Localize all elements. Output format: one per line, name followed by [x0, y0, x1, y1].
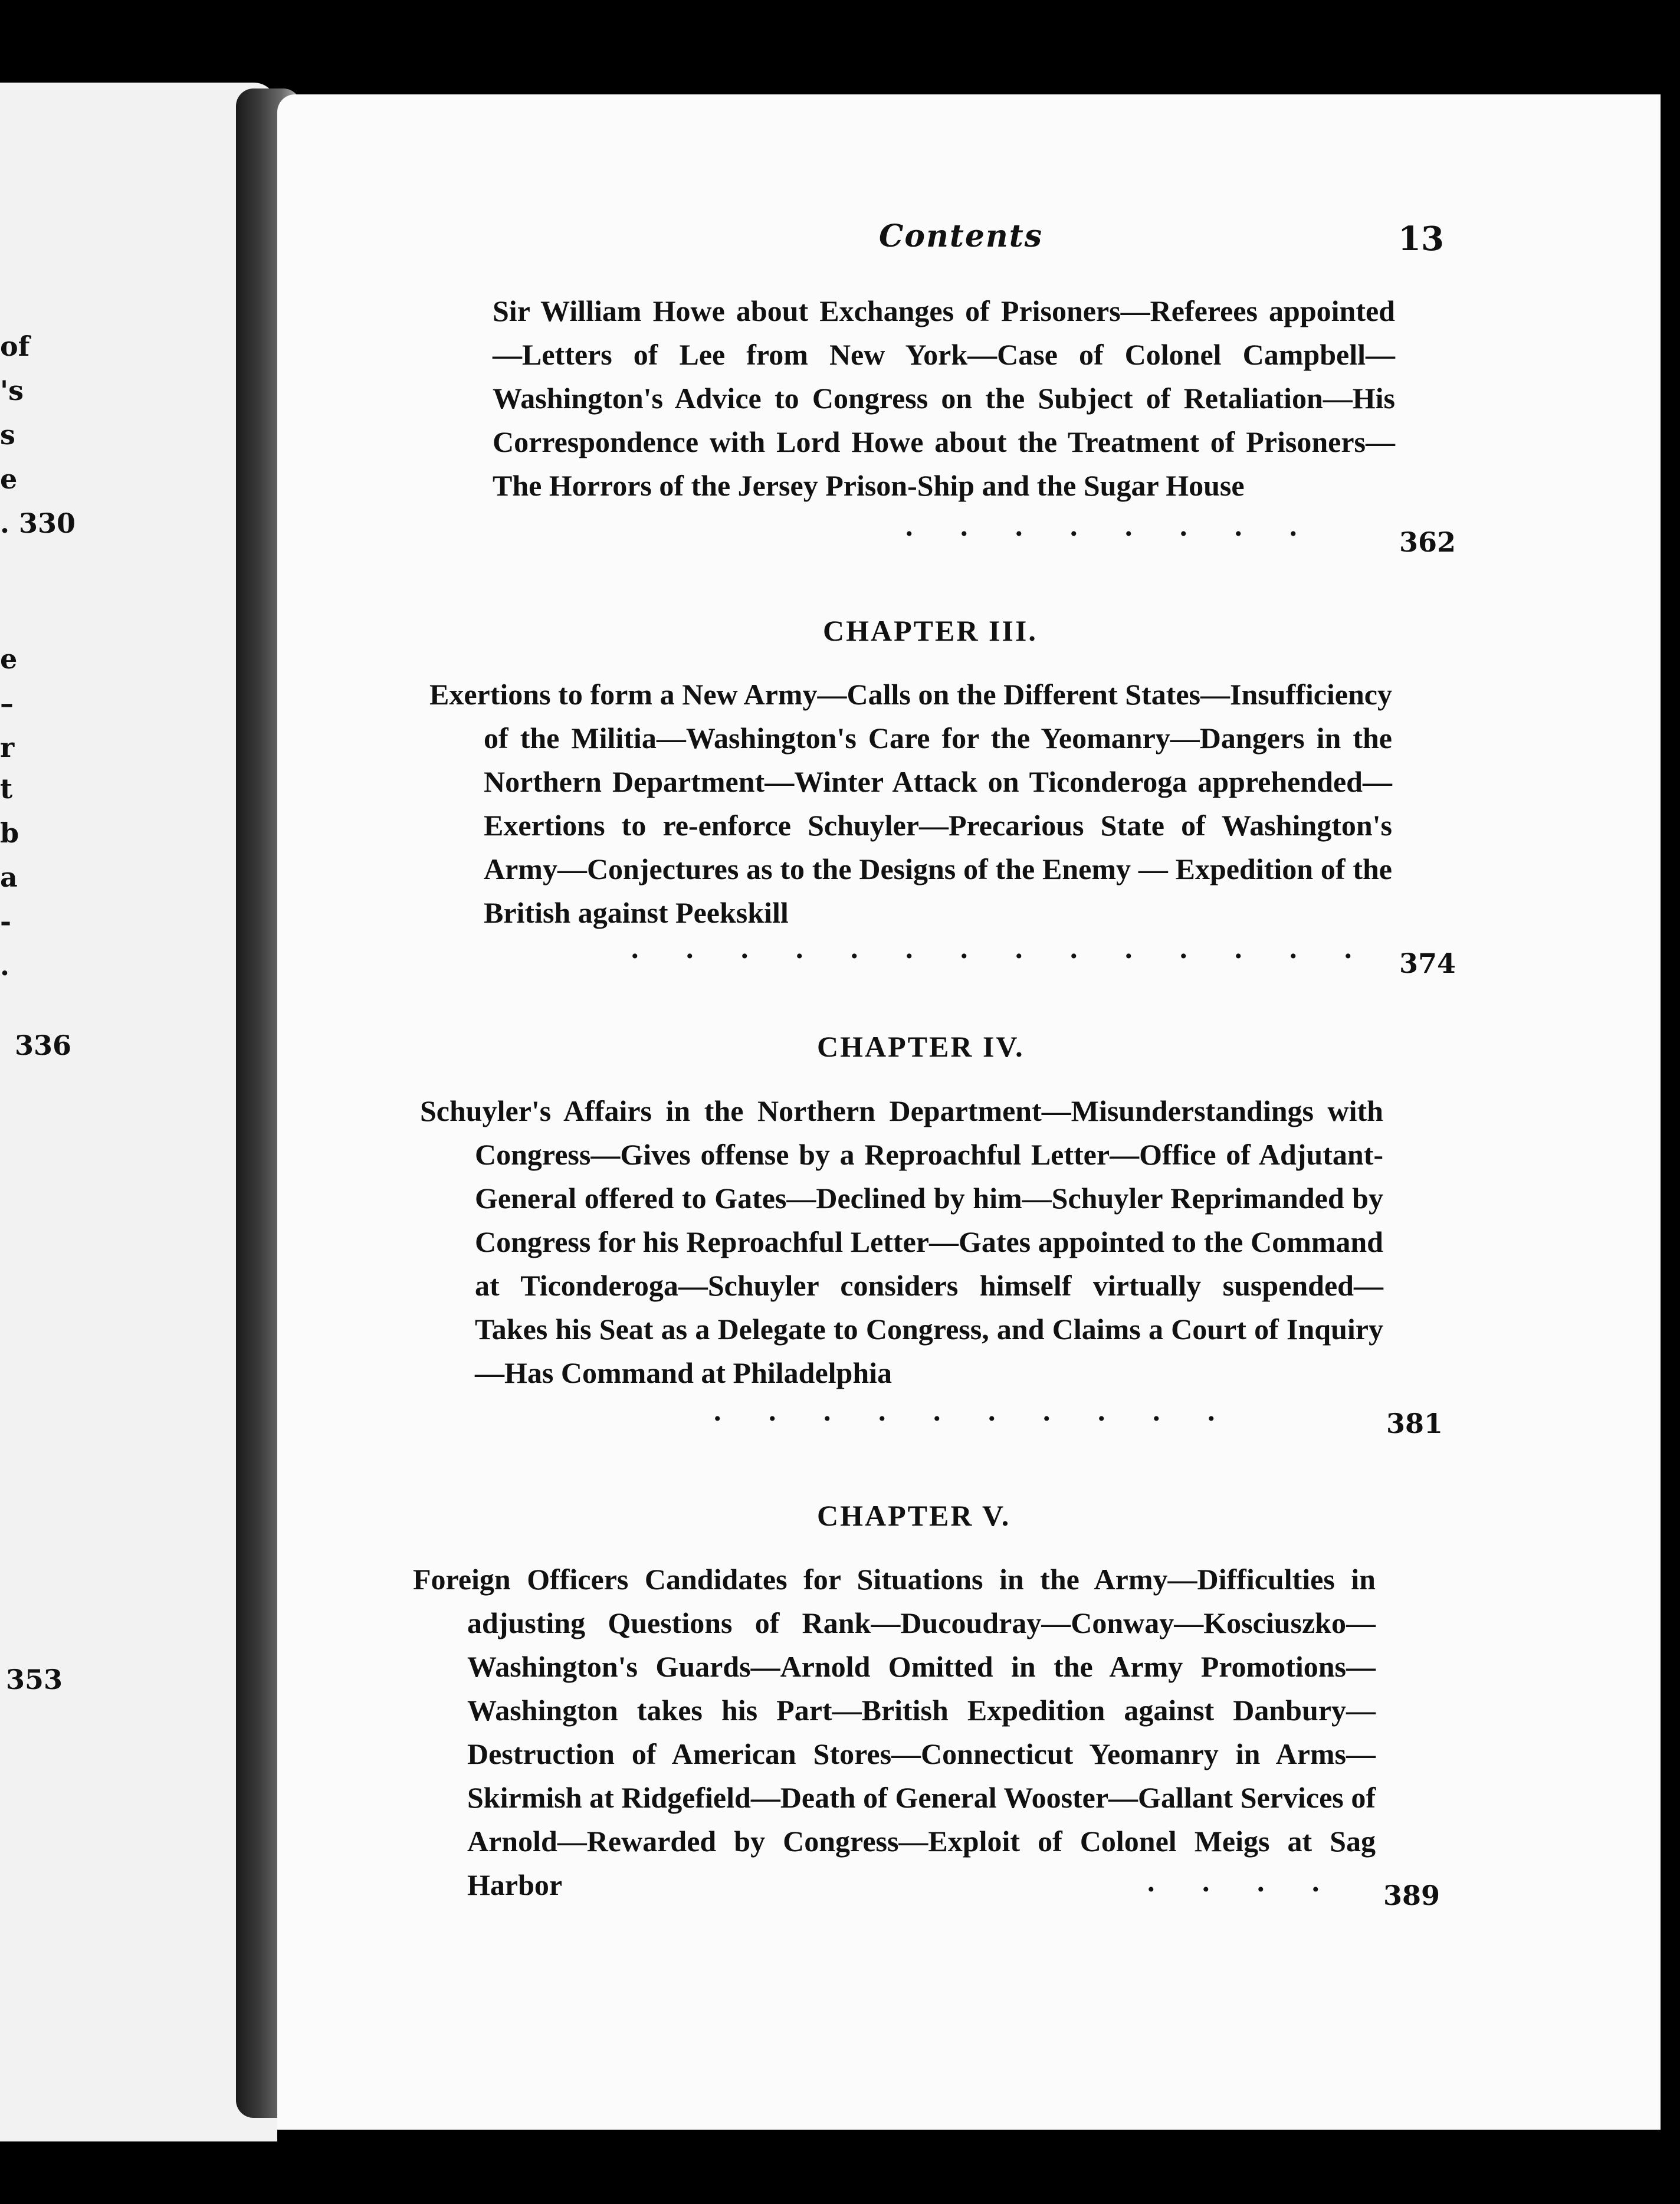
toc-page-number: 374: [1399, 947, 1456, 979]
dot-leaders: . . . . . . . . . . . . . .: [631, 932, 1372, 965]
left-page-fragment: t: [0, 773, 13, 805]
toc-page-number: 389: [1383, 1880, 1441, 1911]
toc-page-number: 381: [1386, 1408, 1443, 1439]
chapter-heading: CHAPTER IV.: [817, 1030, 1025, 1063]
toc-entry-text: Exertions to form a New Army—Calls on the Different States—Insufficiency of the Militia—Washington's Care for the Yeomanry—Dangers in the Northern Department—Winter Attack on Ticonderoga apprehended—Exertions to re-enforce Schuyler—Precarious State of Washington's Army—Conjectures as to the Designs of the Enemy — Expedition of the British against Peekskill: [429, 678, 1392, 929]
left-page-fragment: of: [0, 330, 30, 362]
chapter-heading: CHAPTER V.: [817, 1499, 1011, 1532]
left-page-fragment: e: [0, 643, 18, 675]
dot-leaders: . . . .: [1147, 1865, 1340, 1898]
toc-page-number: 362: [1399, 526, 1456, 558]
left-page-fragment: e: [0, 463, 18, 495]
left-page-fragment: 's: [0, 375, 24, 406]
toc-entry: [413, 1557, 1376, 1907]
left-page-fragment: . 330: [0, 507, 76, 539]
left-page-fragment: r: [0, 732, 15, 763]
dot-leaders: . . . . . . . . . .: [714, 1394, 1235, 1427]
toc-entry: [420, 1089, 1383, 1395]
left-page-fragment: s: [0, 419, 15, 451]
page-number: 13: [1398, 219, 1444, 258]
left-page-fragment: -: [0, 906, 12, 937]
left-page-number: 353: [6, 1664, 63, 1695]
dot-leaders: . . . . . . . .: [905, 509, 1317, 542]
left-page-fragment: .: [0, 950, 10, 982]
toc-entry-text: Foreign Officers Candidates for Situations in the Army—Difficulties in adjusting Questions of Rank—Ducoudray—Conway—Kosciuszko—Washington's Guards—Arnold Omitted in the Army Promotions—Washington takes his Part—British Expedition against Danbury—Destruction of American Stores—Connecticut Yeomanry in Arms—Skirmish at Ridgefield—Death of General Wooster—Gallant Services of Arnold—Rewarded by Congress—Exploit of Colonel Meigs at Sag Harbor: [413, 1563, 1376, 1901]
left-page-fragment: a: [0, 861, 18, 893]
chapter-heading: CHAPTER III.: [823, 614, 1038, 647]
left-page-number: 336: [15, 1029, 72, 1061]
toc-entry: [493, 289, 1395, 507]
left-page-fragment: –: [0, 687, 14, 719]
page-title: Contents: [879, 218, 1044, 254]
toc-entry-text: Sir William Howe about Exchanges of Prisoners—Referees appointed—Letters of Lee from New York—Case of Colonel Campbell—Washington's Advice to Congress on the Subject of Retaliation—His Correspondence with Lord Howe about the Treatment of Prisoners—The Horrors of the Jersey Prison-Ship and the Sugar House: [493, 294, 1395, 502]
toc-entry: [429, 673, 1392, 934]
left-page-fragment: b: [0, 817, 19, 849]
toc-entry-text: Schuyler's Affairs in the Northern Department—Misunderstandings with Congress—Gives offense by a Reproachful Letter—Office of Adjutant-General offered to Gates—Declined by him—Schuyler Reprimanded by Congress for his Reproachful Letter—Gates appointed to the Command at Ticonderoga—Schuyler considers himself virtually suspended—Takes his Seat as a Delegate to Congress, and Claims a Court of Inquiry—Has Command at Philadelphia: [420, 1094, 1383, 1389]
